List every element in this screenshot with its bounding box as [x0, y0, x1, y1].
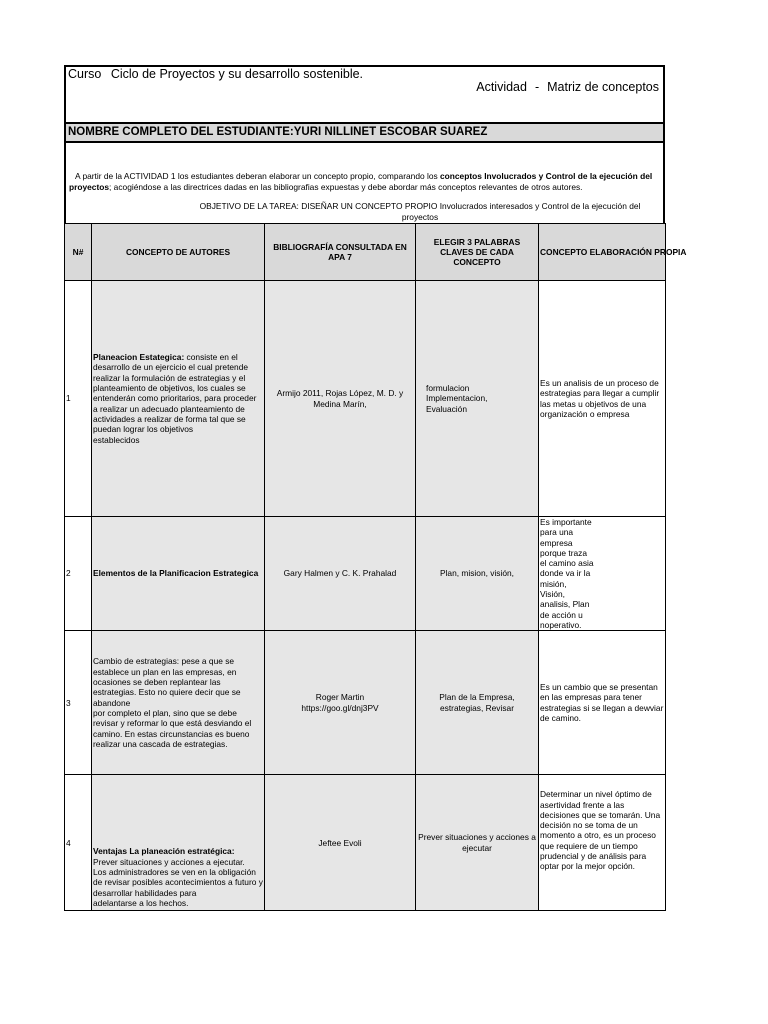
course-title — [68, 67, 363, 81]
own-concept-cell: Determinar un nivel óptimo de asertividad frente a las decisiones que se tomarán. Una decisión no se toma de un momento a otro, es un proceso que requiere de un tiempo prudencial y de análisis para optar por la mejor opción. — [539, 775, 666, 911]
bibliography-cell: Gary Halmen y C. K. Prahalad — [265, 517, 416, 631]
row-number: 2 — [65, 517, 92, 631]
authors-concept-cell — [92, 281, 265, 517]
bibliography-cell — [265, 631, 416, 775]
instructions-block — [64, 143, 665, 223]
table-header-row — [65, 224, 666, 281]
table-row — [65, 631, 666, 775]
activity-separator: - — [534, 80, 540, 94]
column-header-keywords: ELEGIR 3 PALABRAS CLAVES DE CADA CONCEPTO — [416, 224, 539, 281]
authors-concept-cell — [92, 517, 265, 631]
column-header-number: N# — [65, 224, 92, 281]
concept-text: consiste en el desarrollo de un ejercicio el cual pretende realizar la formulación de estrategias y el planteamiento de objetivos, los cuales se entenderán como prioritarios, para proceder a realizar un adecuado planteamiento de actividades a realizar de forma tal que se puedan lograr los objetivos establecidos — [93, 352, 257, 445]
keywords-cell: Prever situaciones y acciones a ejecutar — [416, 775, 539, 911]
keywords-text: formulacion Implementacion, Evaluación — [426, 383, 488, 414]
concept-title: Planeacion Estategica: — [93, 352, 185, 363]
keywords-cell — [416, 281, 539, 517]
concept-title: Elementos de la Planificacion Estrategica — [93, 568, 259, 579]
instructions-part2: ; acogiéndose a las directrices dadas en las bibliografias expuestas y debe abordar más conceptos relevantes de otros autores. — [109, 181, 583, 192]
student-label: NOMBRE COMPLETO DEL ESTUDIANTE: — [68, 126, 294, 138]
bibliography-cell: Jeftee Evoli — [265, 775, 416, 911]
authors-concept-cell — [92, 631, 265, 775]
keywords-cell: Plan de la Empresa, estrategias, Revisar — [416, 631, 539, 775]
own-concept-cell — [539, 517, 666, 631]
column-header-own-concept — [539, 224, 687, 281]
course-name: Ciclo de Proyectos y su desarrollo sostenible. — [110, 67, 364, 81]
row-number: 3 — [65, 631, 92, 775]
concept-matrix — [64, 223, 687, 911]
activity-title — [476, 80, 659, 94]
course-header — [64, 65, 665, 123]
task-objective: OBJETIVO DE LA TAREA: DISEÑAR UN CONCEPTO PROPIO Involucrados interesados y Control de la ejecución del proyectos — [199, 201, 641, 222]
bibliography-text: Roger Martin https://goo.gl/dnj3PV — [301, 692, 379, 713]
own-concept-cell: Es un analisis de un proceso de estrategias para llegar a cumplir las metas u objetivos de una organización o empresa — [539, 281, 666, 517]
student-name: YURI NILLINET ESCOBAR SUAREZ — [293, 126, 488, 138]
column-header-bibliography: BIBLIOGRAFÍA CONSULTADA EN APA 7 — [265, 224, 416, 281]
keywords-cell: Plan, mision, visión, — [416, 517, 539, 631]
concept-text: Prever situaciones y acciones a ejecutar. Los administradores se ven en la obligación de revisar posibles acontecimientos a futuro y desarrollar habilidades para adelantarse a los hechos. — [93, 856, 263, 908]
concept-title: Ventajas La planeación estratégica: — [93, 846, 235, 857]
table-row — [65, 775, 666, 911]
activity-name: Matriz de conceptos — [547, 80, 659, 94]
activity-label: Actividad — [476, 80, 527, 94]
table-row — [65, 517, 666, 631]
column-header-authors-concept: CONCEPTO DE AUTORES — [92, 224, 265, 281]
instructions-text — [69, 171, 665, 192]
instructions-part1: A partir de la ACTIVIDAD 1 los estudiantes deberan elaborar un concepto propio, comparando los — [75, 171, 440, 181]
row-number: 4 — [65, 775, 92, 911]
row-number: 1 — [65, 281, 92, 517]
concept-text: Cambio de estrategias: pese a que se establece un plan en las empresas, en ocasiones se deben replantear las estrategias. Esto no quiere decir que se abandone por completo el plan, sino que se debe revisar y reformar lo que está desviando el camino. En estas circunstancias es bueno realizar una cascada de estrategias. — [93, 656, 252, 749]
course-label: Curso — [68, 67, 102, 81]
own-concept-cell: Es un cambio que se presentan en las empresas para tener estrategias si se llegan a dewviar de camino. — [539, 631, 666, 775]
instructions-bold: conceptos Involucrados y Control de la ejecución del proyectos — [69, 171, 653, 192]
student-row — [64, 122, 665, 143]
own-concept-text: Es importante para una empresa porque traza el camino asia donde va ir la misión, Visión, analisis, Plan de acción u noperativo. — [540, 517, 594, 630]
bibliography-cell: Armijo 2011, Rojas López, M. D. y Medina Marín, — [265, 281, 416, 517]
own-concept-header-text: CONCEPTO ELABORACIÓN PROPIA — [540, 246, 687, 257]
table-row — [65, 281, 666, 517]
authors-concept-cell — [92, 775, 265, 911]
